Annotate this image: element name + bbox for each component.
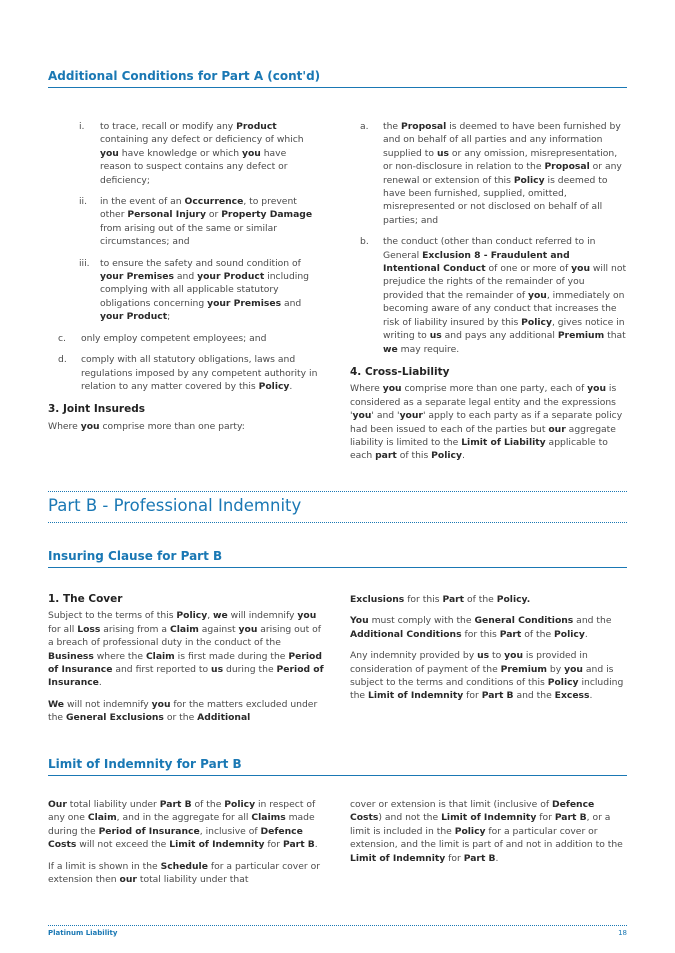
footer-rule — [48, 925, 627, 926]
joint-insureds-text: Where you comprise more than one party: — [48, 420, 245, 432]
limit-paragraph-2: If a limit is shown in the Schedule for a particular cover or extension then our total liability under that — [48, 860, 320, 886]
cross-liability-text: Where you comprise more than one party, each of you is considered as a separate legal entity and the expressions 'you' and 'your' apply to each party as if a separate policy had been issued to each of the parties but our aggregate liability is limited to the Limit of Liability applicable to each part of this Policy. — [350, 383, 623, 462]
list-marker: c. — [58, 332, 66, 344]
part-b-title: Part B - Professional Indemnity — [48, 496, 302, 515]
list-marker: b. — [360, 236, 369, 248]
list-item-text: to ensure the safety and sound condition of your Premises and your Product including complying with all applicable statutory obligations concerning your Premises and your Product; — [100, 257, 309, 323]
header-rule — [48, 775, 627, 776]
list-item-text: in the event of an Occurrence, to prevent other Personal Injury or Property Damage from arising out of the same or similar circumstances; and — [100, 196, 313, 248]
list-item-text: comply with all statutory obligations, laws and regulations imposed by any competent authority in relation to any matter covered by this Policy. — [81, 354, 318, 392]
section-header-limit-of-indemnity: Limit of Indemnity for Part B — [48, 757, 242, 771]
cross-liability-heading: 4. Cross-Liability — [350, 365, 450, 378]
list-item-i — [48, 120, 318, 187]
the-cover-heading: 1. The Cover — [48, 593, 123, 605]
list-item-text: the Proposal is deemed to have been furnished by and on behalf of all parties and any information supplied to us or any omission, misrepresentation, or non-disclosure in relation to the Proposal or any renewal or extension of this Policy is deemed to have been furnished, supplied, omitted, misrepresented or not disclosed on behalf of all parties; and — [383, 121, 622, 226]
list-item-b — [350, 235, 627, 356]
list-item-c — [48, 332, 318, 345]
list-item-text: only employ competent employees; and — [81, 332, 267, 344]
cover-left-column — [48, 593, 326, 733]
list-item-text: to trace, recall or modify any Product containing any defect or deficiency of which you have knowledge or which you have reason to suspect contains any defect or deficiency; — [100, 121, 304, 186]
part-a-right-column — [350, 120, 627, 471]
section-header-additional-conditions: Additional Conditions for Part A (cont'd) — [48, 69, 321, 83]
list-item-ii — [48, 195, 318, 249]
dotted-rule-bottom — [48, 522, 627, 523]
list-item-a — [350, 120, 627, 227]
list-marker: d. — [58, 354, 67, 366]
cover-paragraph-5: Any indemnity provided by us to you is provided in consideration of payment of the Premium by you and is subject to the terms and conditions of this Policy including the Limit of Indemnity for Part B and the Excess. — [350, 650, 624, 702]
list-marker: iii. — [79, 257, 90, 269]
header-rule — [48, 567, 627, 568]
cover-right-column — [350, 593, 627, 711]
list-item-iii — [48, 257, 318, 324]
limit-paragraph-3: cover or extension is that limit (inclusive of Defence Costs) and not the Limit of Indemnity for Part B, or a limit is included in the Policy for a particular cover or extension, and the limit is part of and not in addition to the Limit of Indemnity for Part B. — [350, 799, 623, 864]
cover-paragraph-4: You must comply with the General Conditions and the Additional Conditions for this Part of the Policy. — [350, 615, 612, 640]
joint-insureds-heading: 3. Joint Insureds — [48, 403, 145, 416]
cover-paragraph-3: Exclusions for this Part of the Policy. — [350, 594, 531, 605]
page-number: 18 — [618, 929, 627, 937]
cover-paragraph-1: Subject to the terms of this Policy, we will indemnify you for all Loss arising from a Claim against you arising out of a breach of professional duty in the conduct of the Business where the Claim is first made during the Period of Insurance and first reported to us during the Period of Insurance. — [48, 610, 324, 689]
list-marker: ii. — [79, 196, 88, 208]
part-a-left-column — [48, 120, 318, 441]
list-marker: i. — [79, 121, 85, 132]
list-item-d — [48, 353, 318, 393]
footer-document-name: Platinum Liability — [48, 929, 118, 937]
cover-paragraph-2: We will not indemnify you for the matters excluded under the General Exclusions or the Additional — [48, 698, 318, 724]
list-item-text: the conduct (other than conduct referred to in General Exclusion 8 - Fraudulent and Intentional Conduct of one or more of you will not prejudice the rights of the remainder of you provided that the remainder of you, immediately on becoming aware of any conduct that increases the risk of liability insured by this Policy, gives notice in writing to us and pays any additional Premium that we may require. — [383, 236, 627, 355]
section-header-insuring-clause: Insuring Clause for Part B — [48, 549, 223, 563]
limit-left-column — [48, 798, 326, 894]
list-marker: a. — [360, 121, 369, 132]
header-rule — [48, 87, 627, 88]
dotted-rule-top — [48, 491, 627, 492]
limit-right-column — [350, 798, 627, 873]
limit-paragraph-1: Our total liability under Part B of the Policy in respect of any one Claim, and in the aggregate for all Claims made during the Period of Insurance, inclusive of Defence Costs will not exceed the Limit of Indemnity for Part B. — [48, 799, 318, 851]
